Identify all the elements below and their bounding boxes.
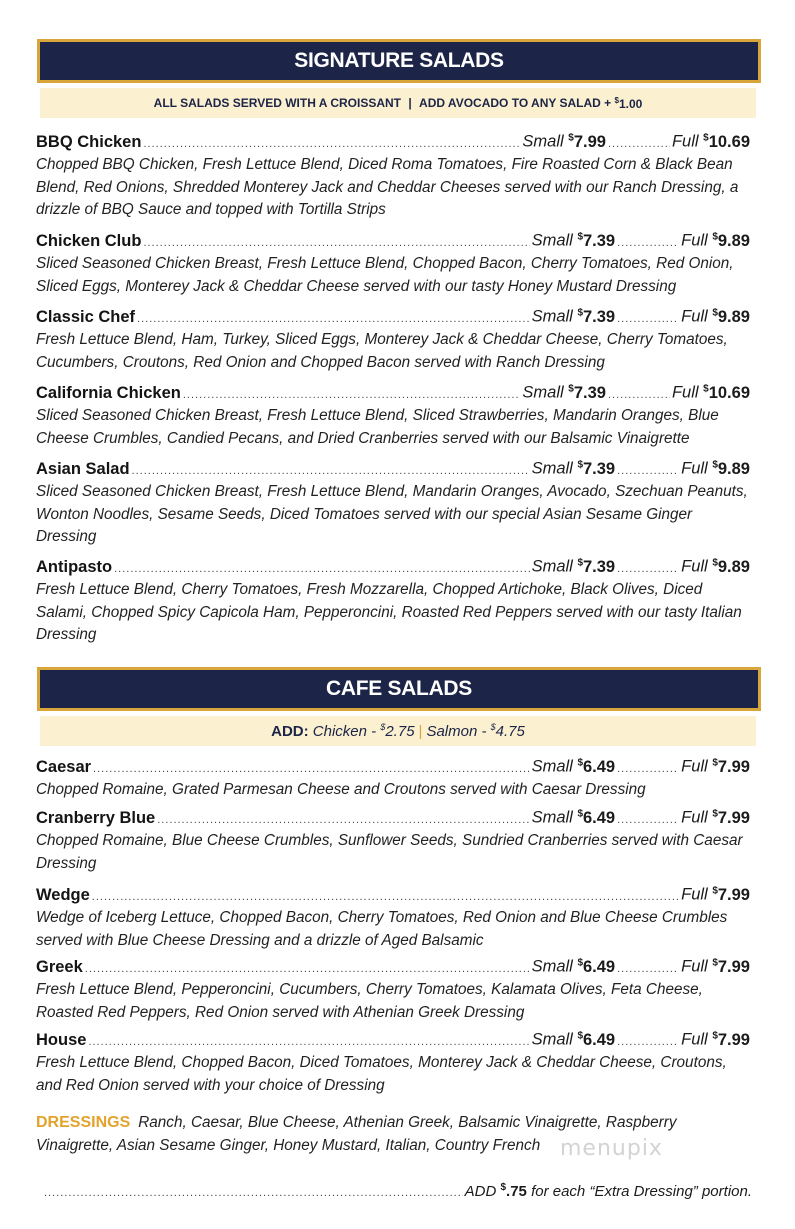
cafe-salads-header <box>37 667 761 711</box>
item-description: Wedge of Iceberg Lettuce, Chopped Bacon, Cherry Tomatoes, Red Onion and Blue Cheese Crumbles served with Blue Cheese Dressing and a drizzle of Aged Balsamic <box>36 909 728 949</box>
menu-item-california-chicken: California Chicken ..... Small $7.39 ..... Full $10.69 Sliced Seasoned Chicken Breast, Fresh Lettuce Blend, Sliced Strawberries, Mandarin Oranges, Blue Cheese Crumbles, Candied Pecans, and Dried Cranberries served with our Balsamic Vinaigrette <box>36 383 750 450</box>
item-description: Chopped BBQ Chicken, Fresh Lettuce Blend, Diced Roma Tomatoes, Fire Roasted Corn & Black Bean Blend, Red Onions, Shredded Monterey Jack and Cheddar Cheeses served with our Ranch Dressing, a drizzle of BBQ Sauce and topped with Tortilla Strips <box>36 156 739 218</box>
dressings-label: DRESSINGS <box>36 1114 131 1131</box>
add-salmon: Salmon - <box>426 722 487 740</box>
avocado-note: ADD AVOCADO TO ANY SALAD + <box>419 96 612 110</box>
menu-item-bbq-chicken: BBQ Chicken ..... Small $7.99 ..... Full $10.69 Chopped BBQ Chicken, Fresh Lettuce Blend, Diced Roma Tomatoes, Fire Roasted Corn & Black Bean Blend, Red Onions, Shredded Monterey Jack and Cheddar Cheeses served with our Ranch Dressing, a drizzle of BBQ Sauce and topped with Tortilla Strips <box>36 132 750 222</box>
avocado-price: 1.00 <box>618 96 643 111</box>
item-description: Chopped Romaine, Blue Cheese Crumbles, Sunflower Seeds, Sundried Cranberries served with Caesar Dressing <box>36 832 743 872</box>
menu-item-caesar: Caesar ..... Small $6.49 ..... Full $7.99 Chopped Romaine, Grated Parmesan Cheese and Croutons served with Caesar Dressing <box>36 757 750 802</box>
menu-item-greek: Greek ..... Small $6.49 ..... Full $7.99 Fresh Lettuce Blend, Pepperoncini, Cucumbers, Cherry Tomatoes, Kalamata Olives, Feta Cheese, Roasted Red Peppers, Red Onion served with Athenian Greek Dressing <box>36 957 750 1024</box>
croissant-note: ALL SALADS SERVED WITH A CROISSANT <box>153 96 402 110</box>
watermark: menupix <box>560 1136 663 1161</box>
signature-salads-header <box>37 39 761 83</box>
item-description: Chopped Romaine, Grated Parmesan Cheese and Croutons served with Caesar Dressing <box>36 781 646 798</box>
menu-item-cranberry-blue: Cranberry Blue ..... Small $6.49 ..... Full $7.99 Chopped Romaine, Blue Cheese Crumbles, Sunflower Seeds, Sundried Cranberries served with Caesar Dressing <box>36 808 750 875</box>
menu-item-chicken-club: Chicken Club ..... Small $7.39 ..... Full $9.89 Sliced Seasoned Chicken Breast, Fresh Lettuce Blend, Chopped Bacon, Cherry Tomatoes, Red Onion, Sliced Eggs, Monterey Jack & Cheddar Cheese served with our tasty Honey Mustard Dressing <box>36 231 750 298</box>
add-chicken: Chicken - <box>312 722 377 740</box>
item-description: Fresh Lettuce Blend, Pepperoncini, Cucumbers, Cherry Tomatoes, Kalamata Olives, Feta Cheese, Roasted Red Peppers, Red Onion served with Athenian Greek Dressing <box>36 981 703 1021</box>
signature-note-bar: ALL SALADS SERVED WITH A CROISSANT | ADD AVOCADO TO ANY SALAD + $1.00 <box>40 88 756 118</box>
add-salmon-price: 4.75 <box>495 723 525 740</box>
add-chicken-price: 2.75 <box>385 723 415 740</box>
add-label: ADD: <box>271 722 309 740</box>
menu-item-wedge: Wedge ..... Full $7.99 Wedge of Iceberg Lettuce, Chopped Bacon, Cherry Tomatoes, Red Onion and Blue Cheese Crumbles served with Blue Cheese Dressing and a drizzle of Aged Balsamic <box>36 885 750 952</box>
item-description: Sliced Seasoned Chicken Breast, Fresh Lettuce Blend, Mandarin Oranges, Avocado, Szechuan Peanuts, Wonton Noodles, Sesame Seeds, Diced Tomatoes served with our special Asian Sesame Ginger Dressing <box>36 483 748 545</box>
item-description: Fresh Lettuce Blend, Cherry Tomatoes, Fresh Mozzarella, Chopped Artichoke, Black Olives, Diced Salami, Chopped Spicy Capicola Ham, Pepperoncini, Roasted Red Peppers served with our tasty Italian Dressing <box>36 581 742 643</box>
cafe-addons-bar: ADD: Chicken - $2.75 | Salmon - $4.75 <box>40 716 756 746</box>
signature-salads-title: SIGNATURE SALADS <box>294 49 504 72</box>
extra-dressing-price: .75 <box>506 1183 527 1200</box>
item-description: Sliced Seasoned Chicken Breast, Fresh Lettuce Blend, Chopped Bacon, Cherry Tomatoes, Red Onion, Sliced Eggs, Monterey Jack & Cheddar Cheese served with our tasty Honey Mustard Dressing <box>36 255 734 295</box>
dressings-list: Ranch, Caesar, Blue Cheese, Athenian Greek, Balsamic Vinaigrette, Raspberry Vinaigrette, Asian Sesame Ginger, Honey Mustard, Italian, Country French <box>36 1114 677 1154</box>
item-description: Fresh Lettuce Blend, Ham, Turkey, Sliced Eggs, Monterey Jack & Cheddar Cheese, Cherry Tomatoes, Cucumbers, Croutons, Red Onion and Chopped Bacon served with Ranch Dressing <box>36 331 728 371</box>
item-description: Sliced Seasoned Chicken Breast, Fresh Lettuce Blend, Sliced Strawberries, Mandarin Oranges, Blue Cheese Crumbles, Candied Pecans, and Dried Cranberries served with our Balsamic Vinaigrette <box>36 407 719 447</box>
menu-item-classic-chef: Classic Chef ..... Small $7.39 ..... Full $9.89 Fresh Lettuce Blend, Ham, Turkey, Sliced Eggs, Monterey Jack & Cheddar Cheese, Cherry Tomatoes, Cucumbers, Croutons, Red Onion and Chopped Bacon served with Ranch Dressing <box>36 307 750 374</box>
menu-item-house: House ..... Small $6.49 ..... Full $7.99 Fresh Lettuce Blend, Chopped Bacon, Diced Tomatoes, Monterey Jack & Cheddar Cheese, Croutons, and Red Onion served with your choice of Dressing <box>36 1030 750 1097</box>
item-description: Fresh Lettuce Blend, Chopped Bacon, Diced Tomatoes, Monterey Jack & Cheddar Cheese, Croutons, and Red Onion served with your choice of Dressing <box>36 1054 727 1094</box>
extra-dressing-note: ..... ADD $.75 for each “Extra Dressing” portion. <box>42 1182 752 1200</box>
menu-item-antipasto: Antipasto ..... Small $7.39 ..... Full $9.89 Fresh Lettuce Blend, Cherry Tomatoes, Fresh Mozzarella, Chopped Artichoke, Black Olives, Diced Salami, Chopped Spicy Capicola Ham, Pepperoncini, Roasted Red Peppers served with our tasty Italian Dressing <box>36 557 750 647</box>
menu-item-asian-salad: Asian Salad ..... Small $7.39 ..... Full $9.89 Sliced Seasoned Chicken Breast, Fresh Lettuce Blend, Mandarin Oranges, Avocado, Szechuan Peanuts, Wonton Noodles, Sesame Seeds, Diced Tomatoes served with our special Asian Sesame Ginger Dressing <box>36 459 750 549</box>
cafe-salads-title: CAFE SALADS <box>325 677 473 700</box>
